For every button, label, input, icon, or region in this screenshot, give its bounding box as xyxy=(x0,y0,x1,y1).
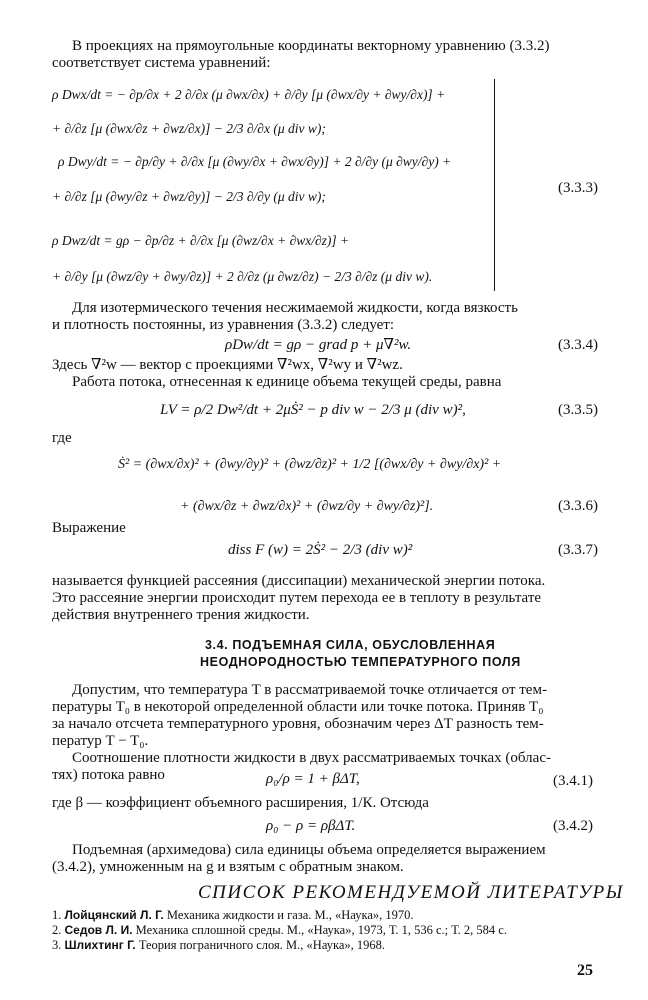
equation-3-4-2: ρ₀ − ρ = ρβΔT. xyxy=(266,818,356,834)
para6-line1: Допустим, что температура T в рассматриваемой точке отличается от тем- xyxy=(72,682,547,698)
reference-item xyxy=(52,938,385,953)
equation-label-3-4-1: (3.4.1) xyxy=(553,773,593,789)
system-line-1: ρ Dwx/dt = − ∂p/∂x + 2 ∂/∂x (μ ∂wx/∂x) + ∂/∂y [μ (∂wx/∂y + ∂wy/∂x)] + xyxy=(52,87,446,102)
equation-3-4-1: ρ₀/ρ = 1 + βΔT, xyxy=(266,771,360,787)
equation-3-3-7: diss F (w) = 2Ṡ² − 2/3 (div w)² xyxy=(228,542,413,558)
reference-number: 1. xyxy=(52,908,62,922)
equation-label-3-3-7: (3.3.7) xyxy=(558,542,598,558)
system-line-5: ρ Dwz/dt = gρ − ∂p/∂z + ∂/∂x [μ (∂wz/∂x + ∂wx/∂z)] + xyxy=(52,233,350,248)
para7-line2: тях) потока равно xyxy=(52,767,165,783)
system-line-4: + ∂/∂z [μ (∂wy/∂z + ∂wz/∂y)] − 2/3 ∂/∂y (μ div w); xyxy=(52,189,326,204)
system-bracket xyxy=(494,79,498,291)
para2-line1: Для изотермического течения несжимаемой жидкости, когда вязкость xyxy=(72,300,518,316)
para1-line1: В проекциях на прямоугольные координаты векторному уравнению (3.3.2) xyxy=(72,38,550,54)
system-line-2: + ∂/∂z [μ (∂wx/∂z + ∂wz/∂x)] − 2/3 ∂/∂x (μ div w); xyxy=(52,121,326,136)
reference-author: Лойцянский Л. Г. xyxy=(64,908,164,922)
para5-line2: Это рассеяние энергии происходит путем перехода ее в теплоту в результате xyxy=(52,590,542,606)
reference-number: 3. xyxy=(52,938,62,952)
reference-text: Теория пограничного слоя. М., «Наука», 1968. xyxy=(138,938,386,952)
equation-3-3-5: LV = ρ/2 Dw²/dt + 2μṠ² − p div w − 2/3 μ (div w)², xyxy=(160,402,466,418)
equation-label-3-3-3: (3.3.3) xyxy=(558,180,598,196)
equation-label-3-3-5: (3.3.5) xyxy=(558,402,598,418)
para5-line1: называется функцией рассеяния (диссипации) механической энергии потока. xyxy=(52,573,546,589)
system-line-6: + ∂/∂y [μ (∂wz/∂y + ∂wy/∂z)] + 2 ∂/∂z (μ ∂wz/∂z) − 2/3 ∂/∂z (μ div w). xyxy=(52,269,433,284)
literature-title: СПИСОК РЕКОМЕНДУЕМОЙ ЛИТЕРАТУРЫ xyxy=(198,882,624,903)
para2-line2: и плотность постоянны, из уравнения (3.3.2) следует: xyxy=(52,317,395,333)
para3: Здесь ∇²w — вектор с проекциями ∇²wx, ∇²wy и ∇²wz. xyxy=(52,357,403,373)
para9-line1: Подъемная (архимедова) сила единицы объема определяется выражением xyxy=(72,842,546,858)
expression-word: Выражение xyxy=(52,520,126,536)
para5-line3: действия внутреннего трения жидкости. xyxy=(52,607,310,623)
para6-line4: ператур T − T₀. xyxy=(52,733,149,749)
reference-item xyxy=(52,923,507,938)
equation-3-3-6-line1: Ṡ² = (∂wx/∂x)² + (∂wy/∂y)² + (∂wz/∂z)² + 1/2 [(∂wx/∂y + ∂wy/∂x)² + xyxy=(118,457,502,472)
reference-number: 2. xyxy=(52,923,62,937)
where-word: где xyxy=(52,430,72,446)
section-heading-line2: НЕОДНОРОДНОСТЬЮ ТЕМПЕРАТУРНОГО ПОЛЯ xyxy=(200,655,521,669)
reference-text: Механика жидкости и газа. М., «Наука», 1970. xyxy=(166,908,414,922)
equation-label-3-3-6: (3.3.6) xyxy=(558,498,598,514)
para6-line2: пературы T₀ в некоторой определенной области или точке потока. Приняв T₀ xyxy=(52,699,544,715)
equation-label-3-3-4: (3.3.4) xyxy=(558,337,598,353)
para1-line2: соответствует система уравнений: xyxy=(52,55,271,71)
para7-line1: Соотношение плотности жидкости в двух рассматриваемых точках (облас- xyxy=(72,750,551,766)
equation-label-3-4-2: (3.4.2) xyxy=(553,818,593,834)
para6-line3: за начало отсчета температурного уровня, обозначим через ΔT разность тем- xyxy=(52,716,544,732)
para9-line2: (3.4.2), умноженным на g и взятым с обратным знаком. xyxy=(52,859,404,875)
page-number: 25 xyxy=(577,962,593,979)
reference-author: Шлихтинг Г. xyxy=(64,938,136,952)
equation-3-3-6-line2: + (∂wx/∂z + ∂wz/∂x)² + (∂wz/∂y + ∂wy/∂z)²]. xyxy=(180,499,434,514)
system-line-3: ρ Dwy/dt = − ∂p/∂y + ∂/∂x [μ (∂wy/∂x + ∂wx/∂y)] + 2 ∂/∂y (μ ∂wy/∂y) + xyxy=(58,154,452,169)
section-heading-line1: 3.4. ПОДЪЕМНАЯ СИЛА, ОБУСЛОВЛЕННАЯ xyxy=(205,638,496,652)
reference-author: Седов Л. И. xyxy=(64,923,133,937)
reference-item xyxy=(52,908,414,923)
reference-text: Механика сплошной среды. М., «Наука», 1973, Т. 1, 536 с.; Т. 2, 584 с. xyxy=(135,923,507,937)
equation-3-3-4: ρDw/dt = gρ − grad p + μ∇²w. xyxy=(225,337,412,353)
para8: где β — коэффициент объемного расширения, 1/К. Отсюда xyxy=(52,795,429,811)
para4: Работа потока, отнесенная к единице объема текущей среды, равна xyxy=(72,374,502,390)
